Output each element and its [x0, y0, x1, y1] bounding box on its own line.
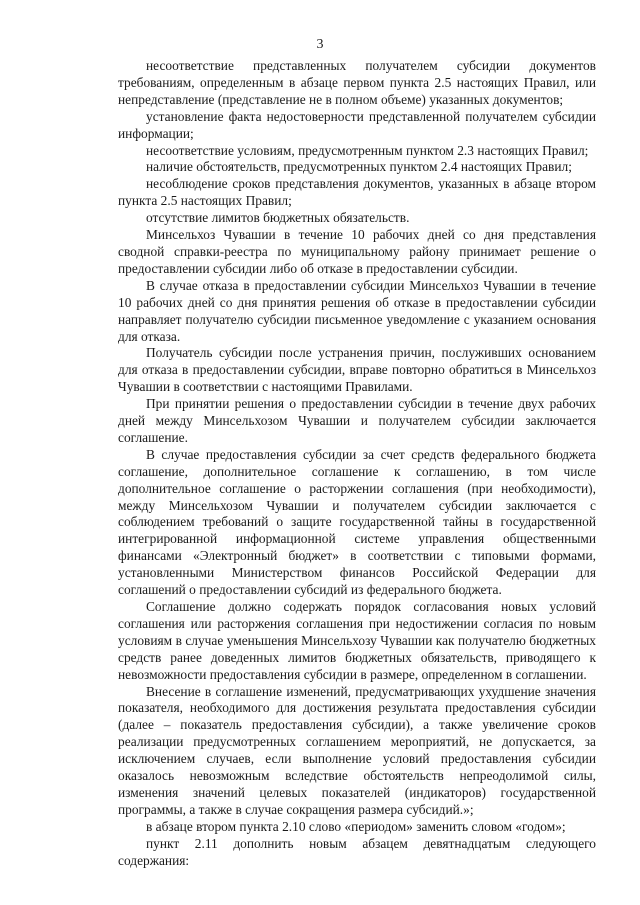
page-number: 3 — [316, 37, 324, 52]
paragraph: Получатель субсидии после устранения причин, послуживших основанием для отказа в предоставлении субсидии, вправе повторно обратиться в Минсельхоз Чувашии в соответствии с настоящими Правилами. — [118, 345, 596, 395]
paragraph: При принятии решения о предоставлении субсидии в течение двух рабочих дней между Минсельхозом Чувашии и получателем субсидии заключается соглашение. — [118, 396, 596, 445]
paragraph: В случае отказа в предоставлении субсидии Минсельхоз Чувашии в течение 10 рабочих дней со дня принятия решения об отказе в предоставлении субсидии направляет получателю субсидии письменное уведомление с указанием основания для отказа. — [118, 277, 596, 344]
body-text — [118, 58, 596, 870]
paragraph: в абзаце втором пункта 2.10 слово «периодом» заменить словом «годом»; — [146, 818, 566, 834]
paragraph: Минсельхоз Чувашии в течение 10 рабочих дней со дня представления сводной справки-реестра по муниципальному району принимает решение о предоставлении субсидии либо об отказе в предоставлении субсидии. — [118, 227, 596, 276]
paragraph: пункт 2.11 дополнить новым абзацем девятнадцатым следующего содержания: — [118, 835, 596, 868]
paragraph: несоответствие представленных получателем субсидии документов требованиям, определенным в абзаце первом пункта 2.5 настоящих Правил, или непредставление (представление не в полном объеме) указанных документов; — [118, 58, 596, 107]
paragraph: наличие обстоятельств, предусмотренных пунктом 2.4 настоящих Правил; — [146, 159, 572, 175]
paragraph: отсутствие лимитов бюджетных обязательств. — [146, 210, 410, 226]
paragraph: установление факта недостоверности представленной получателем субсидии информации; — [118, 108, 596, 141]
paragraph: Соглашение должно содержать порядок согласования новых условий соглашения или расторжения соглашения при недостижении согласия по новым условиям в случае уменьшения Минсельхозу Чувашии как получателю бюджетных средств ранее доведенных лимитов бюджетных обязательств, приводящего к невозможности предоставления субсидии в размере, определенном в соглашении. — [118, 599, 596, 682]
paragraph: несоблюдение сроков представления документов, указанных в абзаце втором пункта 2.5 настоящих Правил; — [118, 176, 596, 209]
paragraph: несоответствие условиям, предусмотренным пунктом 2.3 настоящих Правил; — [146, 142, 589, 158]
paragraph: В случае предоставления субсидии за счет средств федерального бюджета соглашение, дополнительное соглашение к соглашению, в том числе дополнительное соглашение о расторжении соглашения (при необходимости), между Минсельхозом Чувашии и получателем субсидии заключается с соблюдением требований о защите государственной тайны в государственной интегрированной информационной системе управления общественными финансами «Электронный бюджет» в соответствии с типовыми формами, установленными Министерством финансов Российской Федерации для соглашений о предоставлении субсидий из федерального бюджета. — [118, 446, 596, 598]
paragraph: Внесение в соглашение изменений, предусматривающих ухудшение значения показателя, необходимого для достижения результата предоставления субсидии (далее – показатель предоставления субсидии), а также увеличение сроков реализации предусмотренных соглашением мероприятий, не допускается, за исключением случаев, если выполнение условий предоставления субсидии оказалось невозможным вследствие обстоятельств непреодолимой силы, изменения значений целевых показателей (индикаторов) государственной программы, а также в случае сокращения размера субсидий.»; — [118, 683, 596, 817]
